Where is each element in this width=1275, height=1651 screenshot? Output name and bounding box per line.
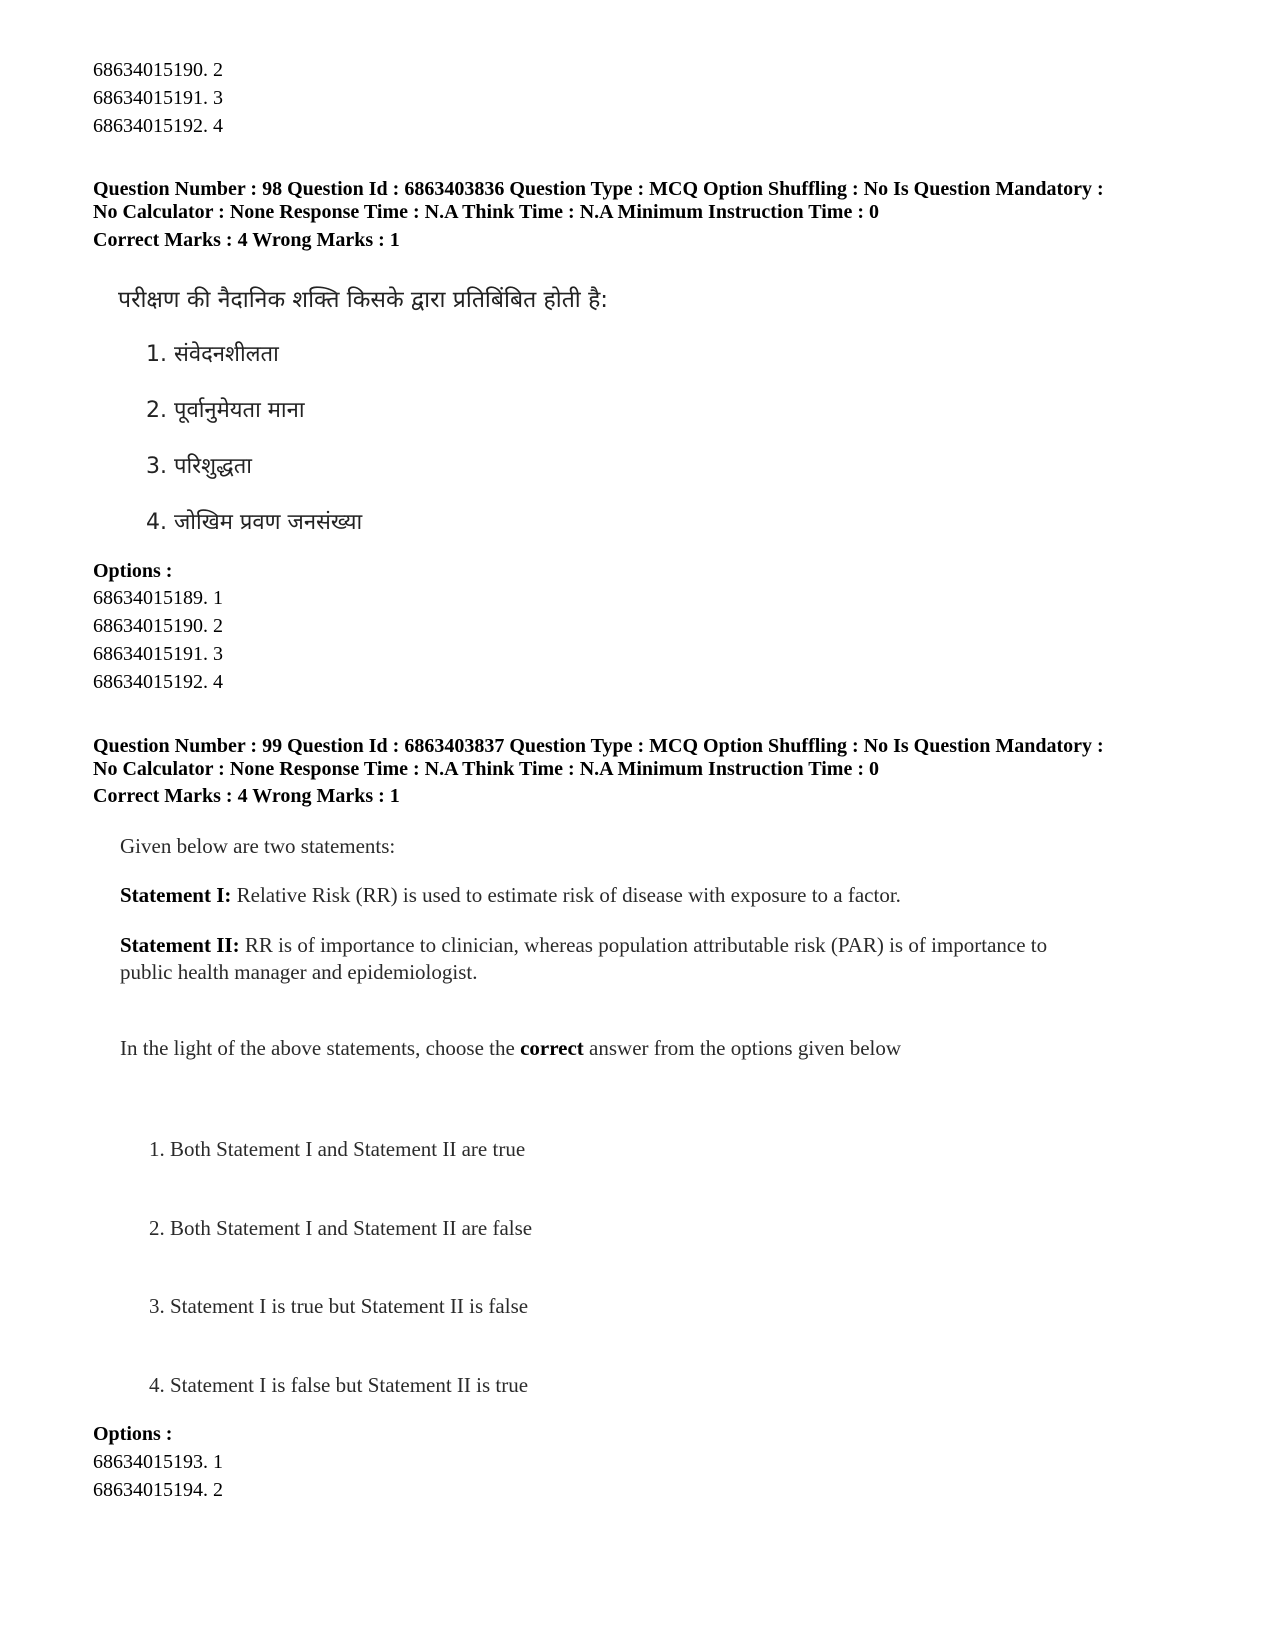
- q98-choice-1: 1. संवेदनशीलता: [146, 342, 279, 367]
- option-line: 68634015190. 2: [93, 615, 223, 637]
- q98-question-text: परीक्षण की नैदानिक शक्ति किसके द्वारा प्रतिबिंबित होती है:: [118, 287, 609, 313]
- q99-choice-3: 3. Statement I is true but Statement II is false: [149, 1294, 529, 1318]
- option-line: 68634015194. 2: [93, 1479, 223, 1501]
- q99-choice-4: 4. Statement I is false but Statement II is true: [149, 1373, 529, 1397]
- q99-statement-1: [120, 881, 901, 909]
- instruction-text-end: answer from the options given below: [583, 1036, 902, 1060]
- instruction-emphasis: correct: [520, 1036, 584, 1060]
- q99-statement-2: [120, 931, 1047, 959]
- option-line: 68634015192. 4: [93, 115, 223, 137]
- q98-choice-4: 4. जोखिम प्रवण जनसंख्या: [146, 510, 363, 535]
- q99-choice-2: 2. Both Statement I and Statement II are false: [149, 1216, 533, 1240]
- q98-marks: Correct Marks : 4 Wrong Marks : 1: [93, 229, 400, 251]
- option-line: 68634015189. 1: [93, 587, 223, 609]
- q99-meta-line-2: No Calculator : None Response Time : N.A Think Time : N.A Minimum Instruction Time : 0: [93, 758, 879, 780]
- statement-1-label: Statement I:: [120, 883, 232, 907]
- q98-choice-3: 3. परिशुद्धता: [146, 454, 252, 479]
- q99-marks: Correct Marks : 4 Wrong Marks : 1: [93, 785, 400, 807]
- statement-2-label: Statement II:: [120, 933, 240, 957]
- option-line: 68634015192. 4: [93, 671, 223, 693]
- statement-2-text: RR is of importance to clinician, whereas population attributable risk (PAR) is of importance to: [239, 933, 1048, 957]
- option-line: 68634015191. 3: [93, 643, 223, 665]
- option-line: 68634015193. 1: [93, 1451, 223, 1473]
- q99-meta-line-1: Question Number : 99 Question Id : 6863403837 Question Type : MCQ Option Shuffling : No Is Question Mandatory :: [93, 735, 1104, 757]
- q98-meta-line-2: No Calculator : None Response Time : N.A Think Time : N.A Minimum Instruction Time : 0: [93, 201, 879, 223]
- statement-1-text: Relative Risk (RR) is used to estimate risk of disease with exposure to a factor.: [231, 883, 901, 907]
- q98-options-label: Options :: [93, 560, 173, 582]
- q98-meta-line-1: Question Number : 98 Question Id : 6863403836 Question Type : MCQ Option Shuffling : No Is Question Mandatory :: [93, 178, 1104, 200]
- instruction-text: In the light of the above statements, choose the: [120, 1036, 521, 1060]
- option-line: 68634015190. 2: [93, 59, 223, 81]
- option-line: 68634015191. 3: [93, 87, 223, 109]
- q99-choice-1: 1. Both Statement I and Statement II are true: [149, 1137, 526, 1161]
- q99-statement-2-cont: public health manager and epidemiologist.: [120, 960, 478, 984]
- q99-instruction: [120, 1034, 901, 1062]
- q99-options-label: Options :: [93, 1423, 173, 1445]
- q98-choice-2: 2. पूर्वानुमेयता माना: [146, 398, 305, 423]
- q99-intro: Given below are two statements:: [120, 834, 396, 858]
